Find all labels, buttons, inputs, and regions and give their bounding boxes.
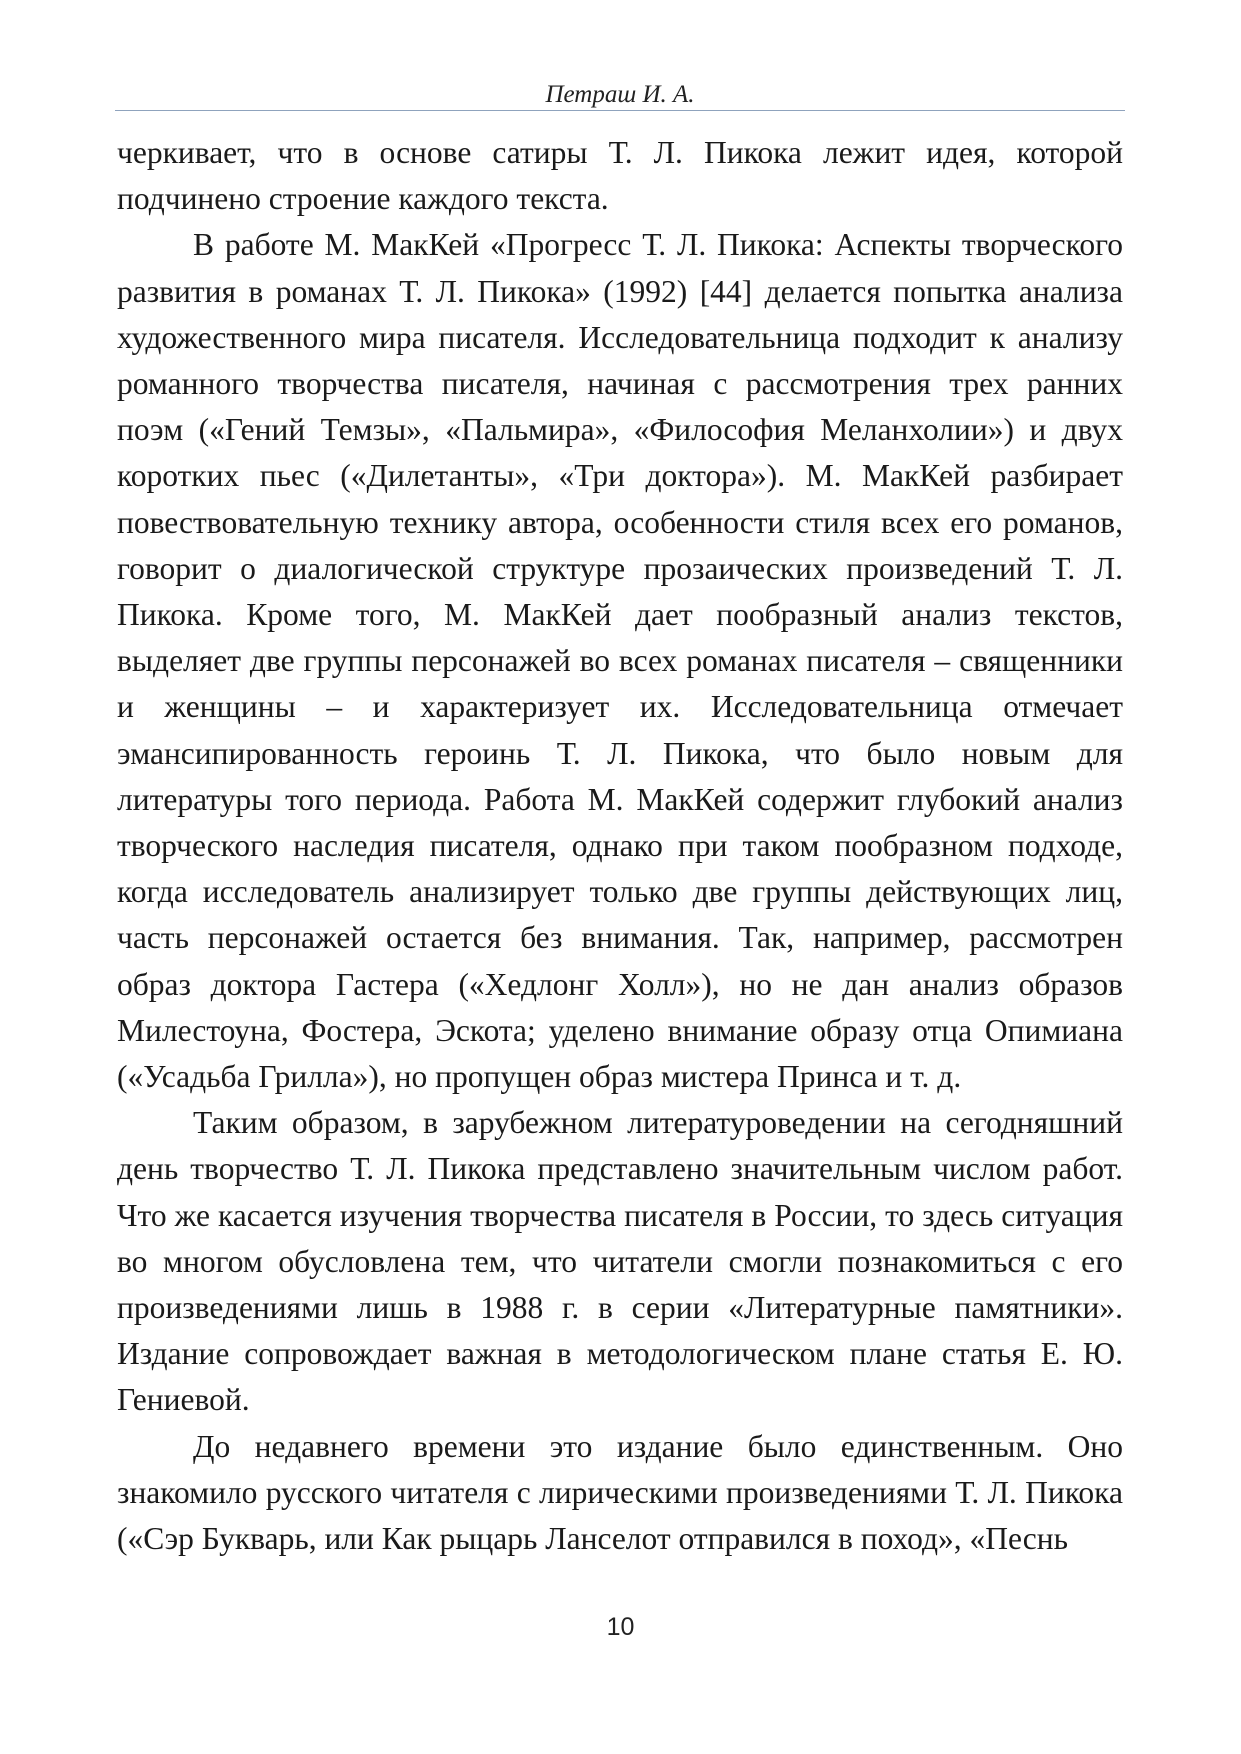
body-text bbox=[117, 130, 1123, 1562]
paragraph-russian-studies: Таким образом, в зарубежном литературоведении на сегодняшний день творчество Т. Л. Пикока представлено значительным числом работ. Что же касается изучения творчества писателя в России, то здесь ситуация во многом обусловлена тем, что читатели смогли познакомиться с его произведениями лишь в 1988 г. в серии «Литературные памятники». Издание сопровождает важная в методологическом плане статья Е. Ю. Гениевой. bbox=[117, 1105, 1123, 1418]
running-header-author: Петраш И. А. bbox=[545, 81, 695, 108]
header-divider bbox=[115, 110, 1125, 111]
paragraph-continued: черкивает, что в основе сатиры Т. Л. Пикока лежит идея, которой подчинено строение каждого текста. bbox=[117, 135, 1123, 217]
page-number: 10 bbox=[606, 1613, 635, 1641]
paragraph-mackay-study: В работе М. МакКей «Прогресс Т. Л. Пикока: Аспекты творческого развития в романах Т. Л. Пикока» (1992) [44] делается попытка анализа художественного мира писателя. Исследовательница подходит к анализу романного творчества писателя, начиная с рассмотрения трех ранних поэм («Гений Темзы», «Пальмира», «Философия Меланхолии») и двух коротких пьес («Дилетанты», «Три доктора»). М. МакКей разбирает повествовательную технику автора, особенности стиля всех его романов, говорит о диалогической структуре прозаических произведений Т. Л. Пикока. Кроме того, М. МакКей дает пообразный анализ текстов, выделяет две группы персонажей во всех романах писателя – священники и женщины – и характеризует их. Исследовательница отмечает эмансипированность героинь Т. Л. Пикока, что было новым для литературы того периода. Работа М. МакКей содержит глубокий анализ творческого наследия писателя, однако при таком пообразном подходе, когда исследователь анализирует только две группы действующих лиц, часть персонажей остается без внимания. Так, например, рассмотрен образ доктора Гастера («Хедлонг Холл»), но не дан анализ образов Милестоуна, Фостера, Эскота; уделено внимание образу отца Опимиана («Усадьба Грилла»), но пропущен образ мистера Принса и т. д. bbox=[117, 227, 1123, 1095]
paragraph-first-edition: До недавнего времени это издание было единственным. Оно знакомило русского читателя с лирическими произведениями Т. Л. Пикока («Сэр Букварь, или Как рыцарь Ланселот отправился в поход», «Песнь bbox=[117, 1428, 1123, 1557]
